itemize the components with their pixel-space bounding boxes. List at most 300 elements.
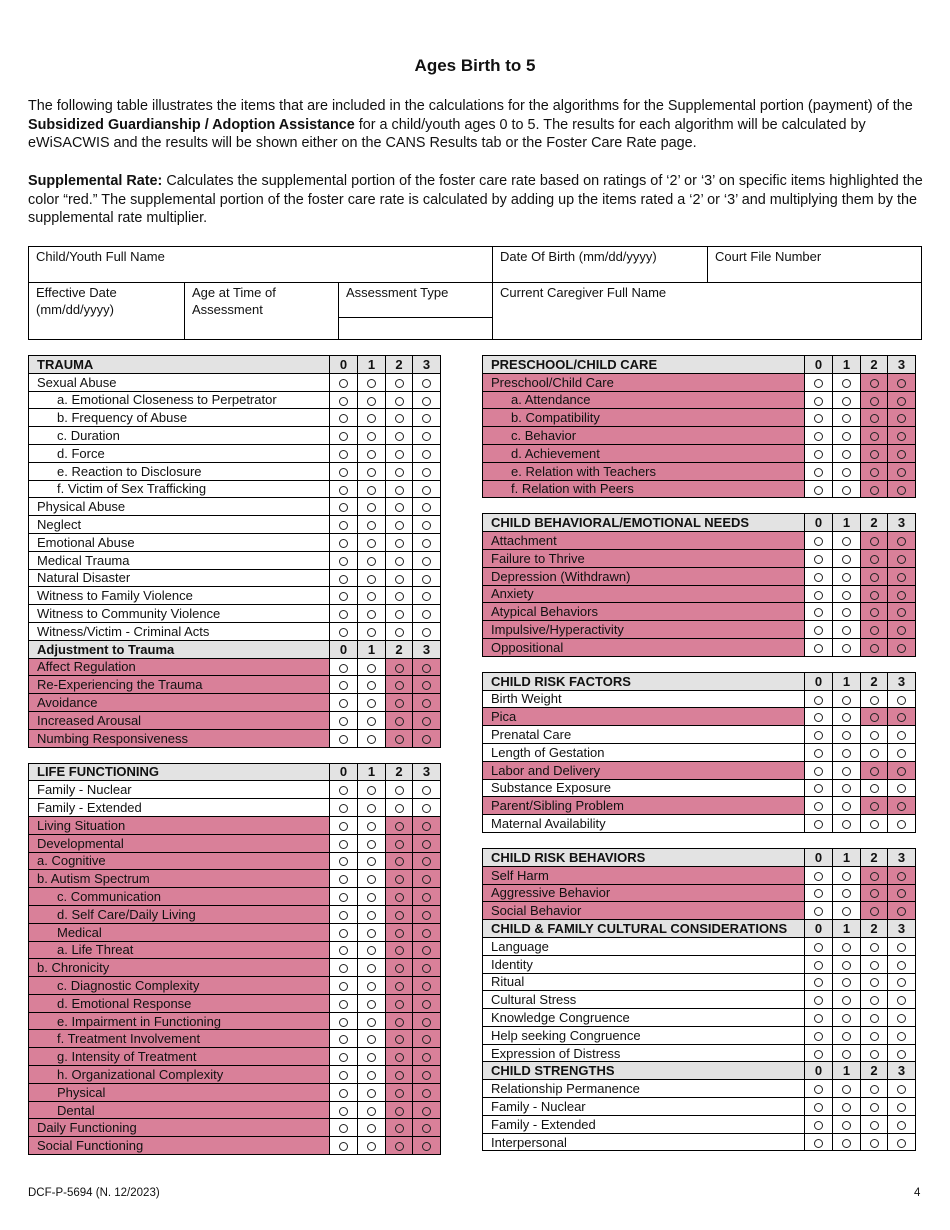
rating-radio-0[interactable]: [339, 929, 348, 938]
rating-radio-0[interactable]: [339, 379, 348, 388]
rating-radio-2[interactable]: [395, 929, 404, 938]
rating-radio-0[interactable]: [814, 432, 823, 441]
rating-radio-1[interactable]: [842, 414, 851, 423]
rating-radio-3[interactable]: [897, 784, 906, 793]
rating-radio-2[interactable]: [395, 946, 404, 955]
rating-radio-2[interactable]: [395, 893, 404, 902]
rating-radio-2[interactable]: [870, 1032, 879, 1041]
rating-radio-0[interactable]: [339, 557, 348, 566]
rating-radio-2[interactable]: [870, 1121, 879, 1130]
rating-radio-1[interactable]: [367, 575, 376, 584]
rating-radio-3[interactable]: [422, 929, 431, 938]
rating-radio-1[interactable]: [842, 486, 851, 495]
rating-radio-1[interactable]: [367, 539, 376, 548]
rating-radio-3[interactable]: [422, 1089, 431, 1098]
rating-radio-2[interactable]: [870, 414, 879, 423]
rating-radio-1[interactable]: [842, 978, 851, 987]
rating-radio-1[interactable]: [367, 822, 376, 831]
rating-radio-1[interactable]: [367, 397, 376, 406]
rating-radio-2[interactable]: [395, 575, 404, 584]
rating-radio-2[interactable]: [395, 1018, 404, 1027]
rating-radio-1[interactable]: [367, 893, 376, 902]
rating-radio-0[interactable]: [814, 978, 823, 987]
rating-radio-1[interactable]: [367, 857, 376, 866]
rating-radio-1[interactable]: [842, 537, 851, 546]
rating-radio-2[interactable]: [870, 573, 879, 582]
rating-radio-1[interactable]: [367, 804, 376, 813]
rating-radio-1[interactable]: [367, 911, 376, 920]
rating-radio-1[interactable]: [842, 379, 851, 388]
rating-radio-0[interactable]: [814, 591, 823, 600]
rating-radio-2[interactable]: [870, 713, 879, 722]
rating-radio-2[interactable]: [395, 964, 404, 973]
rating-radio-0[interactable]: [339, 1089, 348, 1098]
rating-radio-3[interactable]: [897, 731, 906, 740]
rating-radio-3[interactable]: [897, 450, 906, 459]
rating-radio-1[interactable]: [367, 503, 376, 512]
rating-radio-2[interactable]: [870, 591, 879, 600]
rating-radio-3[interactable]: [897, 432, 906, 441]
rating-radio-1[interactable]: [842, 767, 851, 776]
rating-radio-3[interactable]: [422, 628, 431, 637]
rating-radio-1[interactable]: [367, 1142, 376, 1151]
rating-radio-2[interactable]: [870, 537, 879, 546]
rating-radio-0[interactable]: [339, 1124, 348, 1133]
rating-radio-2[interactable]: [395, 557, 404, 566]
rating-radio-2[interactable]: [395, 503, 404, 512]
rating-radio-2[interactable]: [870, 784, 879, 793]
rating-radio-0[interactable]: [339, 592, 348, 601]
rating-radio-1[interactable]: [367, 468, 376, 477]
rating-radio-0[interactable]: [814, 450, 823, 459]
rating-radio-0[interactable]: [814, 379, 823, 388]
rating-radio-0[interactable]: [339, 575, 348, 584]
rating-radio-3[interactable]: [422, 450, 431, 459]
rating-radio-2[interactable]: [870, 468, 879, 477]
rating-radio-0[interactable]: [339, 893, 348, 902]
rating-radio-3[interactable]: [897, 644, 906, 653]
rating-radio-0[interactable]: [814, 696, 823, 705]
rating-radio-3[interactable]: [897, 1085, 906, 1094]
rating-radio-3[interactable]: [422, 557, 431, 566]
rating-radio-1[interactable]: [367, 1053, 376, 1062]
rating-radio-2[interactable]: [870, 555, 879, 564]
rating-radio-0[interactable]: [814, 961, 823, 970]
rating-radio-3[interactable]: [422, 982, 431, 991]
rating-radio-1[interactable]: [842, 1014, 851, 1023]
rating-radio-2[interactable]: [395, 1071, 404, 1080]
rating-radio-1[interactable]: [842, 731, 851, 740]
rating-radio-2[interactable]: [395, 628, 404, 637]
rating-radio-1[interactable]: [367, 1071, 376, 1080]
rating-radio-0[interactable]: [339, 804, 348, 813]
rating-radio-0[interactable]: [814, 767, 823, 776]
rating-radio-0[interactable]: [814, 1085, 823, 1094]
rating-radio-0[interactable]: [814, 907, 823, 916]
rating-radio-1[interactable]: [842, 626, 851, 635]
rating-radio-1[interactable]: [842, 644, 851, 653]
rating-radio-1[interactable]: [842, 802, 851, 811]
rating-radio-3[interactable]: [897, 820, 906, 829]
rating-radio-0[interactable]: [814, 537, 823, 546]
rating-radio-3[interactable]: [897, 379, 906, 388]
rating-radio-3[interactable]: [422, 786, 431, 795]
rating-radio-1[interactable]: [367, 628, 376, 637]
rating-radio-3[interactable]: [897, 468, 906, 477]
rating-radio-2[interactable]: [395, 539, 404, 548]
rating-radio-1[interactable]: [842, 1139, 851, 1148]
rating-radio-3[interactable]: [897, 1014, 906, 1023]
rating-radio-1[interactable]: [367, 964, 376, 973]
rating-radio-2[interactable]: [870, 397, 879, 406]
rating-radio-1[interactable]: [367, 1000, 376, 1009]
rating-radio-2[interactable]: [395, 664, 404, 673]
assessment-type-field[interactable]: Assessment Type: [346, 285, 449, 300]
rating-radio-2[interactable]: [870, 1085, 879, 1094]
rating-radio-0[interactable]: [339, 1018, 348, 1027]
rating-radio-3[interactable]: [422, 521, 431, 530]
rating-radio-3[interactable]: [422, 1000, 431, 1009]
rating-radio-3[interactable]: [422, 735, 431, 744]
rating-radio-1[interactable]: [367, 379, 376, 388]
rating-radio-1[interactable]: [842, 996, 851, 1005]
rating-radio-1[interactable]: [367, 840, 376, 849]
rating-radio-1[interactable]: [367, 1124, 376, 1133]
rating-radio-3[interactable]: [422, 610, 431, 619]
rating-radio-3[interactable]: [897, 414, 906, 423]
rating-radio-0[interactable]: [339, 1053, 348, 1062]
rating-radio-3[interactable]: [422, 503, 431, 512]
rating-radio-2[interactable]: [395, 1035, 404, 1044]
rating-radio-2[interactable]: [870, 731, 879, 740]
rating-radio-0[interactable]: [814, 486, 823, 495]
rating-radio-0[interactable]: [814, 573, 823, 582]
rating-radio-3[interactable]: [422, 575, 431, 584]
rating-radio-3[interactable]: [897, 889, 906, 898]
rating-radio-3[interactable]: [422, 432, 431, 441]
rating-radio-0[interactable]: [339, 664, 348, 673]
rating-radio-2[interactable]: [395, 840, 404, 849]
rating-radio-3[interactable]: [422, 1071, 431, 1080]
rating-radio-0[interactable]: [339, 610, 348, 619]
rating-radio-3[interactable]: [422, 1035, 431, 1044]
rating-radio-1[interactable]: [842, 749, 851, 758]
rating-radio-3[interactable]: [422, 1018, 431, 1027]
rating-radio-1[interactable]: [367, 521, 376, 530]
rating-radio-2[interactable]: [395, 592, 404, 601]
rating-radio-3[interactable]: [897, 696, 906, 705]
rating-radio-3[interactable]: [897, 591, 906, 600]
rating-radio-2[interactable]: [870, 996, 879, 1005]
rating-radio-0[interactable]: [814, 872, 823, 881]
rating-radio-1[interactable]: [367, 735, 376, 744]
rating-radio-1[interactable]: [367, 1107, 376, 1116]
rating-radio-3[interactable]: [897, 397, 906, 406]
rating-radio-3[interactable]: [897, 1032, 906, 1041]
rating-radio-3[interactable]: [897, 555, 906, 564]
rating-radio-0[interactable]: [814, 1121, 823, 1130]
rating-radio-3[interactable]: [897, 1139, 906, 1148]
rating-radio-0[interactable]: [339, 450, 348, 459]
rating-radio-1[interactable]: [842, 820, 851, 829]
rating-radio-3[interactable]: [422, 699, 431, 708]
rating-radio-0[interactable]: [814, 1050, 823, 1059]
rating-radio-1[interactable]: [842, 591, 851, 600]
rating-radio-0[interactable]: [814, 1032, 823, 1041]
rating-radio-2[interactable]: [395, 1000, 404, 1009]
rating-radio-3[interactable]: [897, 608, 906, 617]
rating-radio-1[interactable]: [367, 450, 376, 459]
caregiver-name-field[interactable]: Current Caregiver Full Name: [500, 285, 667, 300]
rating-radio-3[interactable]: [897, 978, 906, 987]
rating-radio-0[interactable]: [814, 1103, 823, 1112]
rating-radio-3[interactable]: [422, 946, 431, 955]
rating-radio-1[interactable]: [842, 1085, 851, 1094]
rating-radio-1[interactable]: [842, 468, 851, 477]
rating-radio-3[interactable]: [897, 1121, 906, 1130]
rating-radio-0[interactable]: [339, 699, 348, 708]
rating-radio-1[interactable]: [367, 875, 376, 884]
rating-radio-2[interactable]: [395, 414, 404, 423]
rating-radio-2[interactable]: [870, 1139, 879, 1148]
rating-radio-2[interactable]: [395, 486, 404, 495]
rating-radio-2[interactable]: [395, 521, 404, 530]
rating-radio-0[interactable]: [339, 911, 348, 920]
rating-radio-0[interactable]: [814, 644, 823, 653]
rating-radio-2[interactable]: [395, 804, 404, 813]
rating-radio-2[interactable]: [870, 749, 879, 758]
rating-radio-2[interactable]: [395, 450, 404, 459]
rating-radio-0[interactable]: [339, 857, 348, 866]
rating-radio-3[interactable]: [422, 1142, 431, 1151]
rating-radio-1[interactable]: [367, 681, 376, 690]
rating-radio-3[interactable]: [422, 964, 431, 973]
rating-radio-1[interactable]: [842, 1032, 851, 1041]
rating-radio-0[interactable]: [339, 486, 348, 495]
rating-radio-1[interactable]: [367, 786, 376, 795]
rating-radio-0[interactable]: [339, 840, 348, 849]
rating-radio-2[interactable]: [395, 786, 404, 795]
child-name-field[interactable]: Child/Youth Full Name: [36, 249, 165, 264]
rating-radio-0[interactable]: [814, 414, 823, 423]
rating-radio-0[interactable]: [339, 539, 348, 548]
rating-radio-1[interactable]: [842, 961, 851, 970]
rating-radio-0[interactable]: [339, 414, 348, 423]
rating-radio-3[interactable]: [422, 717, 431, 726]
rating-radio-2[interactable]: [870, 644, 879, 653]
rating-radio-0[interactable]: [814, 713, 823, 722]
rating-radio-1[interactable]: [842, 397, 851, 406]
rating-radio-3[interactable]: [422, 804, 431, 813]
rating-radio-1[interactable]: [367, 699, 376, 708]
rating-radio-3[interactable]: [897, 802, 906, 811]
rating-radio-3[interactable]: [422, 1053, 431, 1062]
rating-radio-2[interactable]: [870, 978, 879, 987]
rating-radio-3[interactable]: [897, 486, 906, 495]
rating-radio-0[interactable]: [339, 786, 348, 795]
rating-radio-0[interactable]: [339, 735, 348, 744]
rating-radio-0[interactable]: [339, 521, 348, 530]
rating-radio-3[interactable]: [897, 626, 906, 635]
rating-radio-3[interactable]: [897, 907, 906, 916]
rating-radio-2[interactable]: [395, 681, 404, 690]
rating-radio-0[interactable]: [814, 555, 823, 564]
rating-radio-2[interactable]: [870, 432, 879, 441]
rating-radio-2[interactable]: [395, 911, 404, 920]
rating-radio-3[interactable]: [897, 713, 906, 722]
rating-radio-2[interactable]: [395, 717, 404, 726]
age-at-assessment-field[interactable]: Age at Time of Assessment: [192, 285, 276, 317]
rating-radio-1[interactable]: [367, 414, 376, 423]
rating-radio-2[interactable]: [395, 875, 404, 884]
rating-radio-3[interactable]: [422, 414, 431, 423]
rating-radio-0[interactable]: [814, 1139, 823, 1148]
rating-radio-0[interactable]: [339, 1071, 348, 1080]
rating-radio-3[interactable]: [422, 875, 431, 884]
rating-radio-3[interactable]: [422, 468, 431, 477]
rating-radio-3[interactable]: [422, 592, 431, 601]
rating-radio-2[interactable]: [870, 486, 879, 495]
rating-radio-3[interactable]: [422, 379, 431, 388]
rating-radio-1[interactable]: [367, 610, 376, 619]
rating-radio-0[interactable]: [339, 1035, 348, 1044]
rating-radio-1[interactable]: [842, 872, 851, 881]
rating-radio-3[interactable]: [897, 961, 906, 970]
rating-radio-0[interactable]: [339, 681, 348, 690]
rating-radio-1[interactable]: [842, 432, 851, 441]
rating-radio-1[interactable]: [367, 432, 376, 441]
rating-radio-1[interactable]: [842, 608, 851, 617]
rating-radio-3[interactable]: [897, 996, 906, 1005]
rating-radio-0[interactable]: [814, 468, 823, 477]
rating-radio-2[interactable]: [870, 767, 879, 776]
rating-radio-0[interactable]: [339, 875, 348, 884]
rating-radio-1[interactable]: [367, 557, 376, 566]
rating-radio-2[interactable]: [870, 1103, 879, 1112]
rating-radio-2[interactable]: [870, 889, 879, 898]
rating-radio-0[interactable]: [814, 943, 823, 952]
rating-radio-3[interactable]: [422, 681, 431, 690]
rating-radio-0[interactable]: [814, 784, 823, 793]
rating-radio-2[interactable]: [395, 735, 404, 744]
rating-radio-3[interactable]: [897, 749, 906, 758]
rating-radio-3[interactable]: [422, 1124, 431, 1133]
rating-radio-2[interactable]: [395, 1124, 404, 1133]
rating-radio-3[interactable]: [897, 537, 906, 546]
rating-radio-3[interactable]: [422, 893, 431, 902]
rating-radio-2[interactable]: [395, 857, 404, 866]
rating-radio-3[interactable]: [422, 1107, 431, 1116]
rating-radio-3[interactable]: [897, 872, 906, 881]
rating-radio-3[interactable]: [422, 486, 431, 495]
rating-radio-3[interactable]: [422, 397, 431, 406]
rating-radio-1[interactable]: [842, 907, 851, 916]
rating-radio-1[interactable]: [842, 943, 851, 952]
rating-radio-3[interactable]: [422, 840, 431, 849]
rating-radio-2[interactable]: [870, 1050, 879, 1059]
rating-radio-2[interactable]: [395, 1089, 404, 1098]
rating-radio-0[interactable]: [814, 802, 823, 811]
rating-radio-2[interactable]: [395, 1142, 404, 1151]
rating-radio-3[interactable]: [897, 1050, 906, 1059]
rating-radio-0[interactable]: [339, 468, 348, 477]
effective-date-field[interactable]: Effective Date (mm/dd/yyyy): [36, 285, 117, 317]
rating-radio-2[interactable]: [395, 1107, 404, 1116]
rating-radio-2[interactable]: [395, 610, 404, 619]
rating-radio-3[interactable]: [422, 539, 431, 548]
rating-radio-2[interactable]: [870, 608, 879, 617]
rating-radio-1[interactable]: [842, 784, 851, 793]
rating-radio-3[interactable]: [422, 911, 431, 920]
rating-radio-0[interactable]: [339, 1142, 348, 1151]
rating-radio-2[interactable]: [870, 626, 879, 635]
rating-radio-1[interactable]: [367, 1089, 376, 1098]
rating-radio-2[interactable]: [870, 872, 879, 881]
rating-radio-1[interactable]: [367, 929, 376, 938]
rating-radio-2[interactable]: [870, 961, 879, 970]
rating-radio-1[interactable]: [842, 1103, 851, 1112]
rating-radio-0[interactable]: [814, 608, 823, 617]
rating-radio-1[interactable]: [842, 450, 851, 459]
rating-radio-2[interactable]: [870, 820, 879, 829]
rating-radio-1[interactable]: [367, 982, 376, 991]
rating-radio-1[interactable]: [367, 717, 376, 726]
rating-radio-0[interactable]: [814, 889, 823, 898]
rating-radio-2[interactable]: [395, 982, 404, 991]
rating-radio-1[interactable]: [842, 1050, 851, 1059]
rating-radio-1[interactable]: [367, 1035, 376, 1044]
rating-radio-0[interactable]: [814, 626, 823, 635]
rating-radio-2[interactable]: [395, 699, 404, 708]
rating-radio-0[interactable]: [814, 996, 823, 1005]
rating-radio-0[interactable]: [814, 1014, 823, 1023]
rating-radio-0[interactable]: [814, 397, 823, 406]
rating-radio-0[interactable]: [339, 946, 348, 955]
rating-radio-0[interactable]: [814, 731, 823, 740]
rating-radio-0[interactable]: [339, 822, 348, 831]
rating-radio-0[interactable]: [339, 432, 348, 441]
rating-radio-0[interactable]: [339, 964, 348, 973]
rating-radio-0[interactable]: [339, 717, 348, 726]
rating-radio-3[interactable]: [422, 857, 431, 866]
rating-radio-1[interactable]: [842, 1121, 851, 1130]
rating-radio-1[interactable]: [367, 1018, 376, 1027]
rating-radio-0[interactable]: [814, 820, 823, 829]
rating-radio-2[interactable]: [870, 943, 879, 952]
rating-radio-3[interactable]: [897, 943, 906, 952]
rating-radio-3[interactable]: [422, 822, 431, 831]
rating-radio-1[interactable]: [367, 592, 376, 601]
rating-radio-2[interactable]: [870, 450, 879, 459]
rating-radio-1[interactable]: [842, 573, 851, 582]
rating-radio-2[interactable]: [395, 1053, 404, 1062]
rating-radio-1[interactable]: [842, 696, 851, 705]
rating-radio-0[interactable]: [339, 628, 348, 637]
rating-radio-3[interactable]: [897, 573, 906, 582]
rating-radio-2[interactable]: [870, 379, 879, 388]
rating-radio-2[interactable]: [395, 468, 404, 477]
court-file-field[interactable]: Court File Number: [715, 249, 822, 264]
rating-radio-2[interactable]: [395, 379, 404, 388]
rating-radio-2[interactable]: [395, 397, 404, 406]
rating-radio-0[interactable]: [339, 1000, 348, 1009]
rating-radio-0[interactable]: [339, 982, 348, 991]
rating-radio-2[interactable]: [395, 432, 404, 441]
rating-radio-1[interactable]: [842, 713, 851, 722]
rating-radio-1[interactable]: [842, 889, 851, 898]
rating-radio-2[interactable]: [870, 696, 879, 705]
rating-radio-3[interactable]: [897, 767, 906, 776]
